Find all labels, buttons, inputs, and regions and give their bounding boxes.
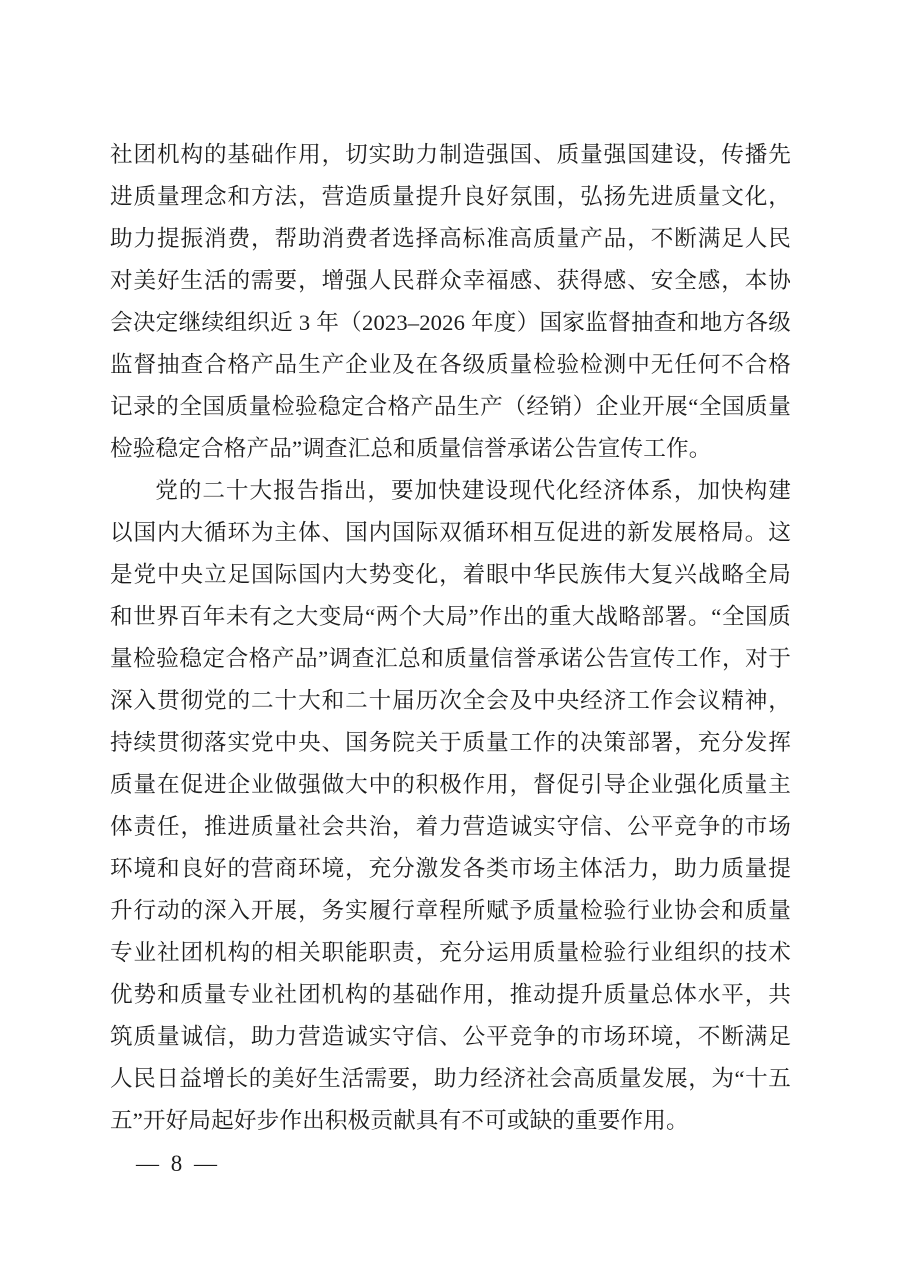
paragraph-second: 党的二十大报告指出，要加快建设现代化经济体系，加快构建以国内大循环为主体、国内国际双循环相互促进的新发展格局。这是党中央立足国际国内大势变化，着眼中华民族伟大复兴战略全局和世界百年未有之大变局“两个大局”作出的重大战略部署。“全国质量检验稳定合格产品”调查汇总和质量信誉承诺公告宣传工作，对于深入贯彻党的二十大和二十届历次全会及中央经济工作会议精神，持续贯彻落实党中央、国务院关于质量工作的决策部署，充分发挥质量在促进企业做强做大中的积极作用，督促引导企业强化质量主体责任，推进质量社会共治，着力营造诚实守信、公平竞争的市场环境和良好的营商环境，充分激发各类市场主体活力，助力质量提升行动的深入开展，务实履行章程所赋予质量检验行业协会和质量专业社团机构的相关职能职责，充分运用质量检验行业组织的技术优势和质量专业社团机构的基础作用，推动提升质量总体水平，共筑质量诚信，助力营造诚实守信、公平竞争的市场环境，不断满足人民日益增长的美好生活需要，助力经济社会高质量发展，为“十五五”开好局起好步作出积极贡献具有不可或缺的重要作用。: [110, 478, 791, 1133]
body-text: [110, 134, 791, 1142]
paragraph-continuation: 社团机构的基础作用，切实助力制造强国、质量强国建设，传播先进质量理念和方法，营造质量提升良好氛围，弘扬先进质量文化，助力提振消费，帮助消费者选择高标准高质量产品，不断满足人民对美好生活的需要，增强人民群众幸福感、获得感、安全感，本协会决定继续组织近 3 年（2023–2026 年度）国家监督抽查和地方各级监督抽查合格产品生产企业及在各级质量检验检测中无任何不合格记录的全国质量检验稳定合格产品生产（经销）企业开展“全国质量检验稳定合格产品”调查汇总和质量信誉承诺公告宣传工作。: [110, 142, 791, 461]
page-number: — 8 —: [136, 1151, 220, 1176]
